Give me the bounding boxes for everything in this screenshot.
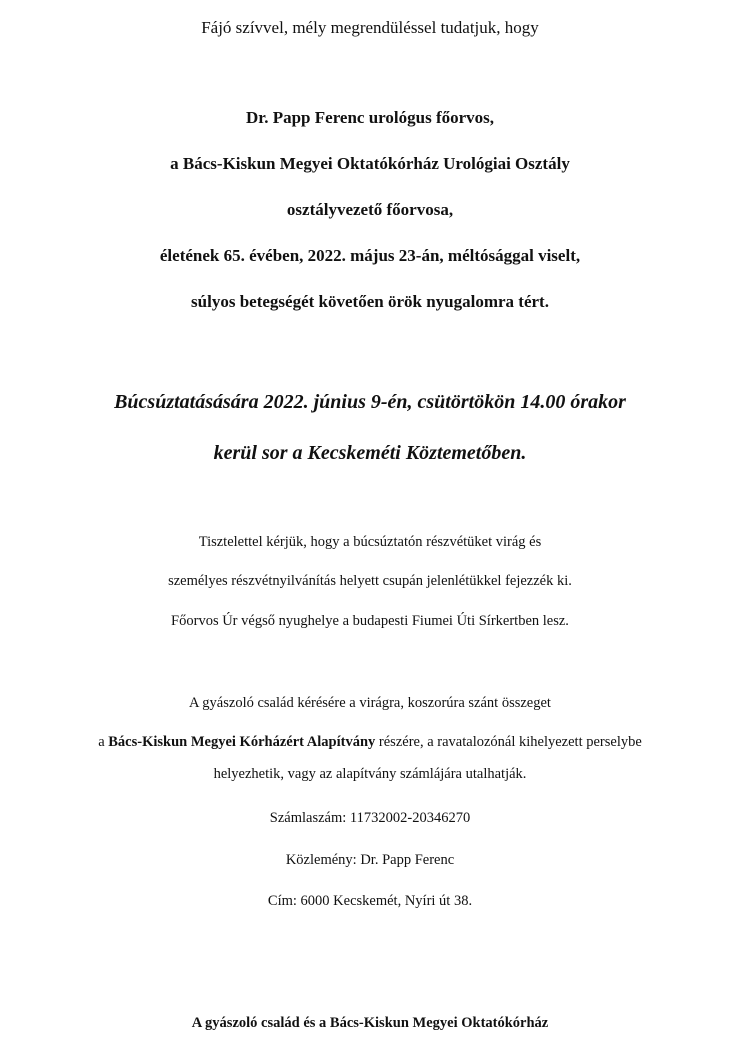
payment-reference: Közlemény: Dr. Papp Ferenc — [285, 852, 455, 868]
donation-line-2 — [0, 735, 740, 750]
address: Cím: 6000 Kecskemét, Nyíri út 38. — [267, 893, 473, 909]
donation-line-3: helyezhetik, vagy az alapítvány számlájára utalhatják. — [213, 766, 527, 782]
request-line-1: Tisztelettel kérjük, hogy a búcsúztatón részvétüket virág és — [198, 534, 542, 550]
request-line-3: Főorvos Úr végső nyughelye a budapesti Fiumei Úti Sírkertben lesz. — [171, 613, 569, 629]
announcement-position: osztályvezető főorvosa, — [286, 200, 454, 219]
signature: A gyászoló család és a Bács-Kiskun Megyei Oktatókórház — [191, 1015, 549, 1031]
account-number: Számlaszám: 11732002-20346270 — [269, 810, 471, 826]
foundation-name: Bács-Kiskun Megyei Kórházért Alapítvány — [108, 734, 376, 750]
request-line-2: személyes részvétnyilvánítás helyett csupán jelenlétükkel fejezzék ki. — [168, 573, 572, 589]
donation-suffix: részére, a ravatalozónál kihelyezett perselybe — [375, 734, 642, 750]
donation-prefix: a — [98, 734, 109, 750]
funeral-place: kerül sor a Kecskeméti Köztemetőben. — [213, 442, 527, 464]
announcement-department: a Bács-Kiskun Megyei Oktatókórház Urológiai Osztály — [170, 154, 570, 173]
funeral-date: Búcsúztatásására 2022. június 9-én, csütörtökön 14.00 órakor — [114, 391, 626, 413]
intro-line: Fájó szívvel, mély megrendüléssel tudatjuk, hogy — [201, 18, 539, 37]
announcement-name: Dr. Papp Ferenc urológus főorvos, — [245, 108, 495, 127]
announcement-passing: súlyos betegségét követően örök nyugalomra tért. — [191, 292, 549, 311]
donation-line-1: A gyászoló család kérésére a virágra, koszorúra szánt összeget — [189, 695, 551, 711]
announcement-date: életének 65. évében, 2022. május 23-án, méltósággal viselt, — [159, 246, 581, 265]
